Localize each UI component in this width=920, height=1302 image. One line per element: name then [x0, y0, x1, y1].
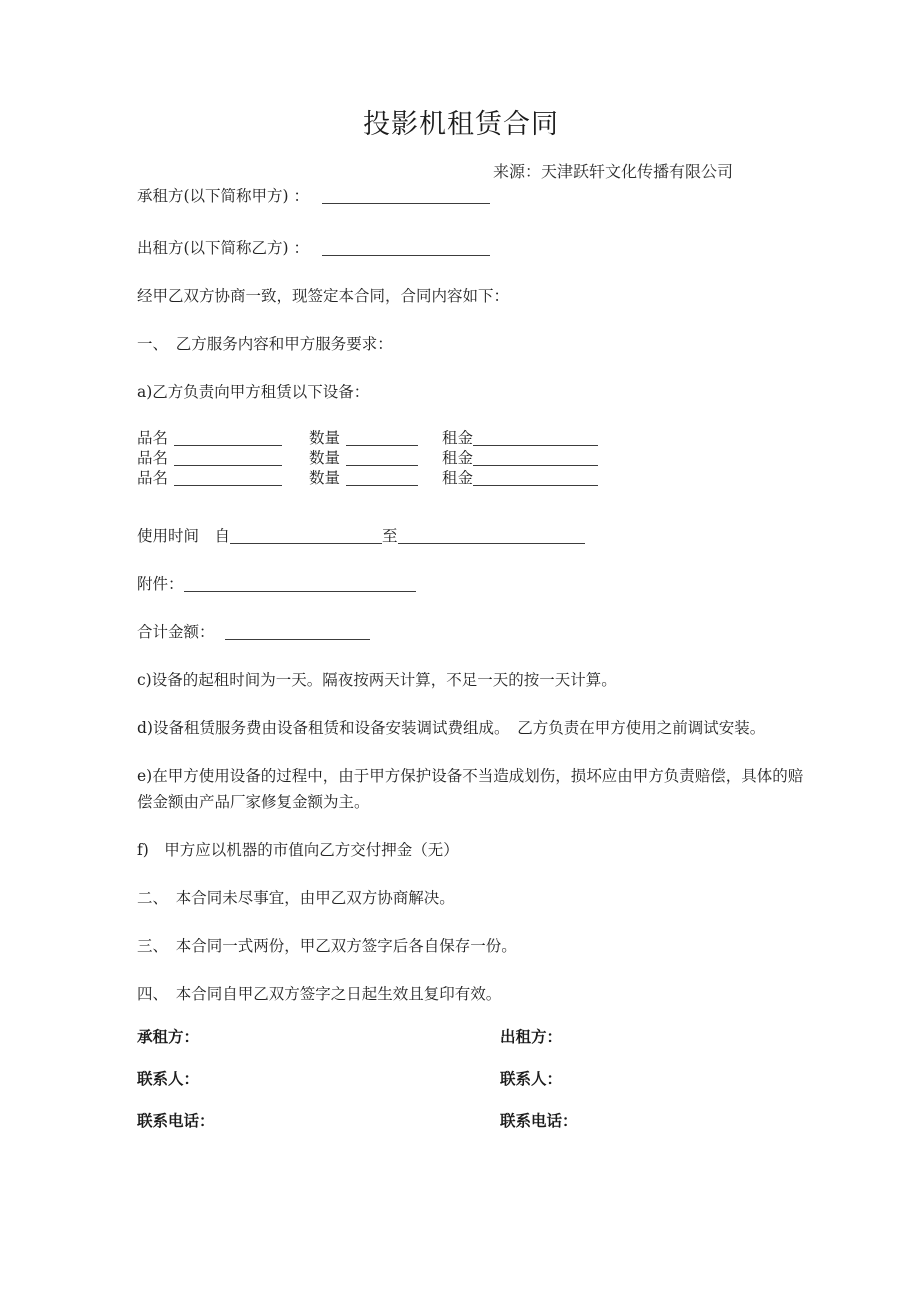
signature-row-contact — [137, 1066, 785, 1108]
signature-lessee-phone-label: 联系电话： — [137, 1111, 215, 1130]
equipment-fee-label: 租金 — [442, 449, 474, 467]
equipment-qty-label: 数量 — [309, 469, 341, 487]
party-b-fill-rule[interactable] — [322, 240, 490, 256]
equipment-qty-rule[interactable] — [346, 450, 418, 466]
equipment-name-cell — [137, 428, 309, 448]
equipment-qty-rule[interactable] — [346, 470, 418, 486]
signature-row-phone — [137, 1108, 785, 1150]
equipment-fee-rule[interactable] — [473, 430, 598, 446]
total-amount-line — [137, 619, 370, 645]
total-amount-label: 合计金额： — [137, 623, 215, 641]
signature-lessor-label: 出租方： — [500, 1027, 563, 1046]
table-row — [137, 428, 632, 448]
signature-lessee-contact-label: 联系人： — [137, 1069, 200, 1088]
section-three: 三、 本合同一式两份，甲乙双方签字后各自保存一份。 — [137, 937, 517, 955]
equipment-name-cell — [137, 468, 309, 488]
page-title: 投影机租赁合同 — [363, 109, 559, 140]
total-amount-rule[interactable] — [225, 624, 370, 640]
equipment-name-rule[interactable] — [174, 430, 282, 446]
party-b-label: 出租方(以下简称乙方) ： — [137, 239, 310, 257]
usage-time-line — [137, 523, 585, 549]
equipment-name-rule[interactable] — [174, 450, 282, 466]
party-b-line — [137, 235, 490, 261]
equipment-name-label: 品名 — [137, 449, 169, 467]
attachment-line — [137, 571, 416, 597]
party-a-label: 承租方(以下简称甲方) ： — [137, 187, 310, 205]
equipment-table — [137, 428, 632, 488]
attachment-rule[interactable] — [184, 576, 416, 592]
clause-f: f) 甲方应以机器的市值向乙方交付押金（无） — [137, 841, 459, 859]
usage-time-from-rule[interactable] — [230, 528, 382, 544]
attachment-label: 附件： — [137, 575, 184, 593]
equipment-fee-cell — [442, 448, 632, 468]
equipment-fee-cell — [442, 468, 632, 488]
equipment-qty-label: 数量 — [309, 429, 341, 447]
party-a-fill-rule[interactable] — [322, 188, 490, 204]
signature-lessee-label: 承租方： — [137, 1027, 200, 1046]
signature-lessor-contact-label: 联系人： — [500, 1069, 563, 1088]
signature-block — [137, 1024, 785, 1150]
equipment-qty-cell — [309, 428, 442, 448]
clause-a: a)乙方负责向甲方租赁以下设备： — [137, 383, 370, 401]
equipment-name-label: 品名 — [137, 469, 169, 487]
section-four: 四、 本合同自甲乙双方签字之日起生效且复印有效。 — [137, 985, 502, 1003]
usage-time-label: 使用时间 自 — [137, 527, 231, 545]
equipment-fee-cell — [442, 428, 632, 448]
equipment-name-cell — [137, 448, 309, 468]
equipment-qty-rule[interactable] — [346, 430, 418, 446]
section-two: 二、 本合同未尽事宜，由甲乙双方协商解决。 — [137, 889, 455, 907]
equipment-qty-label: 数量 — [309, 449, 341, 467]
equipment-qty-cell — [309, 468, 442, 488]
clause-c: c)设备的起租时间为一天。隔夜按两天计算，不足一天的按一天计算。 — [137, 671, 617, 689]
section-one-heading: 一、 乙方服务内容和甲方服务要求： — [137, 335, 393, 353]
usage-time-to-label: 至 — [382, 527, 398, 545]
equipment-fee-label: 租金 — [442, 469, 474, 487]
clause-d: d)设备租赁服务费由设备租赁和设备安装调试费组成。 乙方负责在甲方使用之前调试安装。 — [137, 719, 766, 737]
equipment-fee-rule[interactable] — [473, 470, 598, 486]
source-attribution: 来源：天津跃轩文化传播有限公司 — [492, 162, 733, 181]
table-row — [137, 448, 632, 468]
clause-e: e)在甲方使用设备的过程中，由于甲方保护设备不当造成划伤，损坏应由甲方负责赔偿，具体的赔偿金额由产品厂家修复金额为主。 — [137, 767, 804, 811]
equipment-name-label: 品名 — [137, 429, 169, 447]
signature-row-party — [137, 1024, 785, 1066]
equipment-fee-label: 租金 — [442, 429, 474, 447]
preamble-paragraph: 经甲乙双方协商一致，现签定本合同，合同内容如下： — [137, 287, 510, 305]
signature-lessor-phone-label: 联系电话： — [500, 1111, 578, 1130]
equipment-fee-rule[interactable] — [473, 450, 598, 466]
party-a-line — [137, 183, 490, 209]
equipment-qty-cell — [309, 448, 442, 468]
usage-time-to-rule[interactable] — [398, 528, 585, 544]
equipment-name-rule[interactable] — [174, 470, 282, 486]
table-row — [137, 468, 632, 488]
